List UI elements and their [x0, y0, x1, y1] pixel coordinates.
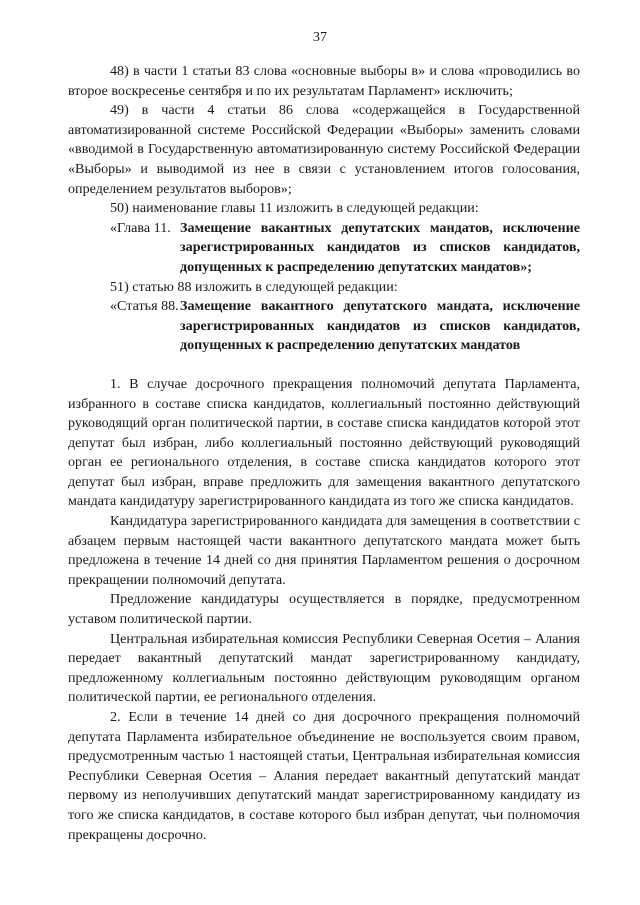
heading-title: Замещение вакантных депутатских мандатов, исключение зарегистрированных кандидатов из списков кандидатов, допущенных к распределению депутатских мандатов»; — [180, 219, 580, 275]
chapter-heading — [68, 219, 580, 278]
paragraph: Центральная избирательная комиссия Республики Северная Осетия – Алания передает вакантный депутатский мандат зарегистрированному кандидату, предложенному коллегиальным постоянно действующим руководящим органом политической партии, ее регионального отделения. — [68, 630, 580, 706]
paragraph: Кандидатура зарегистрированного кандидата для замещения в соответствии с абзацем первым настоящей части вакантного депутатского мандата может быть предложена в течение 14 дней со дня принятия Парламентом решения о досрочном прекращении полномочий депутата. — [68, 513, 580, 588]
paragraph: 1. В случае досрочного прекращения полномочий депутата Парламента, избранного в составе списка кандидатов, коллегиальный постоянно действующий руководящий орган политической партии, в составе списка кандидатов которой этот депутат был избран, либо коллегиальный постоянно действующий руководящий орган ее регионального отделения, в составе списка кандидатов которого этот депутат был избран, вправе предложить для замещения вакантного депутатского мандата кандидатуру зарегистрированного кандидата из того же списка кандидатов. — [68, 375, 580, 510]
paragraph: 2. Если в течение 14 дней со дня досрочного прекращения полномочий депутата Парламента избирательное объединение не воспользуется своим правом, предусмотренным частью 1 настоящей статьи, Центральная избирательная комиссия Республики Северная Осетия – Алания передает вакантный депутатский мандат первому из неполучивших депутатский мандат зарегистрированному кандидату из того же списка кандидатов, в составе которого был избран депутат, чьи полномочия прекращены досрочно. — [68, 709, 580, 843]
spacer — [68, 356, 580, 375]
paragraph: 48) в части 1 статьи 83 слова «основные выборы в» и слова «проводились во второе воскресенье сентября и по их результатам Парламент» исключить; — [68, 63, 580, 99]
paragraph: 51) статью 88 изложить в следующей редакции: — [110, 278, 398, 295]
page-number: 37 — [313, 30, 327, 45]
article-heading — [68, 297, 580, 356]
paragraph: Предложение кандидатуры осуществляется в порядке, предусмотренном уставом политической партии. — [68, 591, 580, 628]
heading-label: «Статья 88. — [110, 298, 179, 315]
heading-label: «Глава 11. — [110, 219, 171, 236]
paragraph: 49) в части 4 статьи 86 слова «содержащейся в Государственной автоматизированной системе Российской Федерации «Выборы» заменить словами «вводимой в Государственную автоматизированную систему Российской Федерации «Выборы» и выводимой из нее в связи с установлением итогов голосования, определением результатов выборов»; — [68, 102, 580, 197]
heading-title: Замещение вакантного депутатского мандата, исключение зарегистрированных кандидатов из списков кандидатов, допущенных к распределению депутатских мандатов — [180, 298, 580, 354]
document-body — [68, 62, 580, 845]
paragraph: 50) наименование главы 11 изложить в следующей редакции: — [110, 200, 479, 217]
